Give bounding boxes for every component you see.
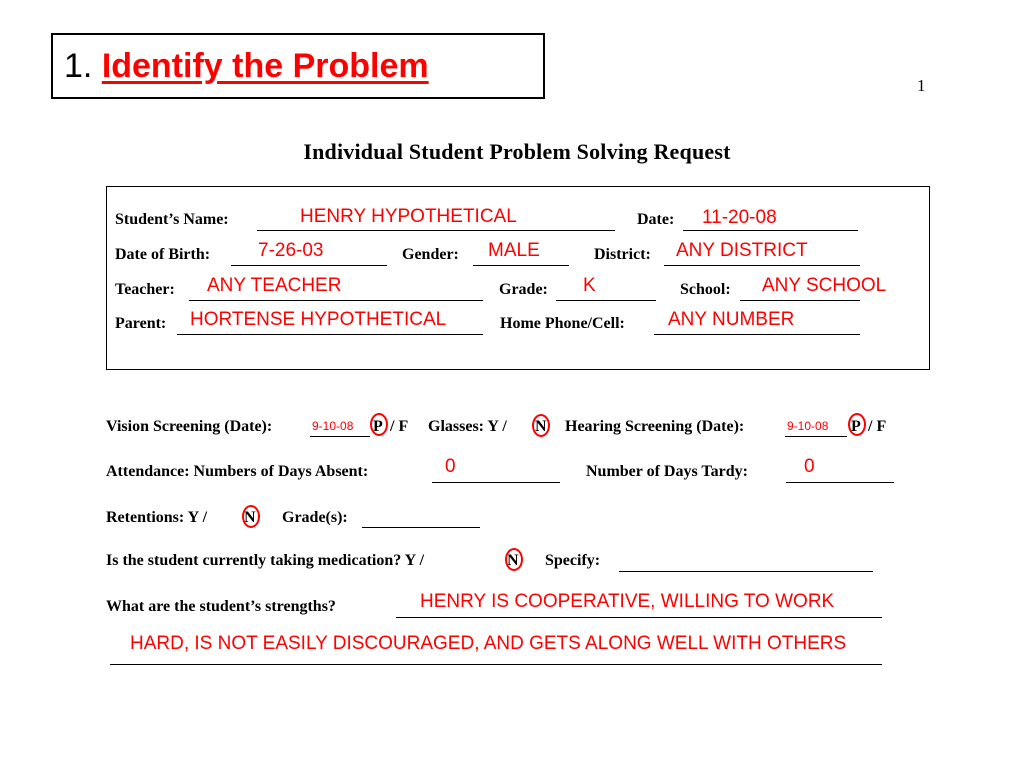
grade-value[interactable]: K: [583, 275, 596, 296]
district-line: [664, 265, 860, 266]
specify-line[interactable]: [619, 571, 873, 572]
vision-pass-circle: [370, 413, 388, 436]
medication-label: Is the student currently taking medication? Y /: [106, 552, 425, 569]
school-line: [740, 300, 860, 301]
strengths-line-1: [396, 617, 882, 618]
absent-line: [432, 482, 560, 483]
parent-value[interactable]: HORTENSE HYPOTHETICAL: [190, 309, 447, 330]
student-name-label: Student’s Name:: [115, 211, 229, 228]
grade-line: [556, 300, 656, 301]
retentions-no-option[interactable]: N: [244, 509, 256, 526]
glasses-no-circle: [532, 414, 550, 437]
form-title: Individual Student Problem Solving Request: [303, 139, 731, 164]
student-name-line: [257, 230, 615, 231]
page-number: 1: [917, 76, 926, 95]
teacher-value[interactable]: ANY TEACHER: [207, 275, 342, 296]
tardy-value[interactable]: 0: [804, 456, 815, 477]
glasses-no-option[interactable]: N: [535, 418, 547, 435]
vision-fail-option[interactable]: / F: [390, 418, 409, 435]
gender-value[interactable]: MALE: [488, 240, 540, 261]
district-label: District:: [594, 246, 651, 263]
vision-date-value[interactable]: 9-10-08: [312, 419, 354, 433]
grades-label: Grade(s):: [282, 509, 348, 526]
dob-label: Date of Birth:: [115, 246, 211, 263]
student-name-value[interactable]: HENRY HYPOTHETICAL: [300, 206, 517, 227]
glasses-label: Glasses: Y /: [428, 418, 507, 435]
hearing-pass-circle: [848, 413, 866, 436]
grades-line: [362, 527, 480, 528]
absent-value[interactable]: 0: [445, 456, 456, 477]
medication-no-circle: [505, 548, 523, 571]
gender-line: [473, 265, 569, 266]
phone-line: [654, 334, 860, 335]
retentions-no-circle: [242, 505, 260, 528]
school-value[interactable]: ANY SCHOOL: [762, 275, 887, 296]
tardy-label: Number of Days Tardy:: [586, 463, 748, 480]
strengths-label: What are the student’s strengths?: [106, 598, 336, 615]
teacher-label: Teacher:: [115, 281, 175, 298]
slide-number: 1.: [64, 47, 93, 85]
hearing-pass-option[interactable]: P: [851, 418, 861, 435]
hearing-date-value[interactable]: 9-10-08: [787, 419, 829, 433]
slide-title: Identify the Problem: [101, 47, 429, 85]
teacher-line: [189, 300, 483, 301]
parent-label: Parent:: [115, 315, 167, 332]
date-label: Date:: [637, 211, 675, 228]
vision-date-line: [310, 436, 370, 437]
date-line: [683, 230, 858, 231]
dob-line: [231, 265, 387, 266]
phone-label: Home Phone/Cell:: [500, 315, 625, 332]
school-label: School:: [680, 281, 731, 298]
absent-label: Attendance: Numbers of Days Absent:: [106, 463, 369, 480]
hearing-screening-label: Hearing Screening (Date):: [565, 418, 745, 435]
dob-value[interactable]: 7-26-03: [258, 240, 324, 261]
specify-label: Specify:: [545, 552, 601, 569]
medication-no-option[interactable]: N: [507, 552, 519, 569]
grade-label: Grade:: [499, 281, 548, 298]
strengths-line-2: [110, 664, 882, 665]
strengths-value-1[interactable]: HENRY IS COOPERATIVE, WILLING TO WORK: [420, 591, 835, 612]
hearing-date-line: [785, 436, 847, 437]
retentions-label: Retentions: Y /: [106, 509, 208, 526]
tardy-line: [786, 482, 894, 483]
parent-line: [177, 334, 483, 335]
vision-screening-label: Vision Screening (Date):: [106, 418, 273, 435]
date-value[interactable]: 11-20-08: [702, 207, 777, 228]
slide-heading: [64, 46, 429, 86]
gender-label: Gender:: [402, 246, 459, 263]
vision-pass-option[interactable]: P: [373, 418, 383, 435]
strengths-value-2[interactable]: HARD, IS NOT EASILY DISCOURAGED, AND GETS ALONG WELL WITH OTHERS: [130, 633, 847, 654]
district-value[interactable]: ANY DISTRICT: [676, 240, 808, 261]
hearing-fail-option[interactable]: / F: [868, 418, 887, 435]
phone-value[interactable]: ANY NUMBER: [668, 309, 795, 330]
